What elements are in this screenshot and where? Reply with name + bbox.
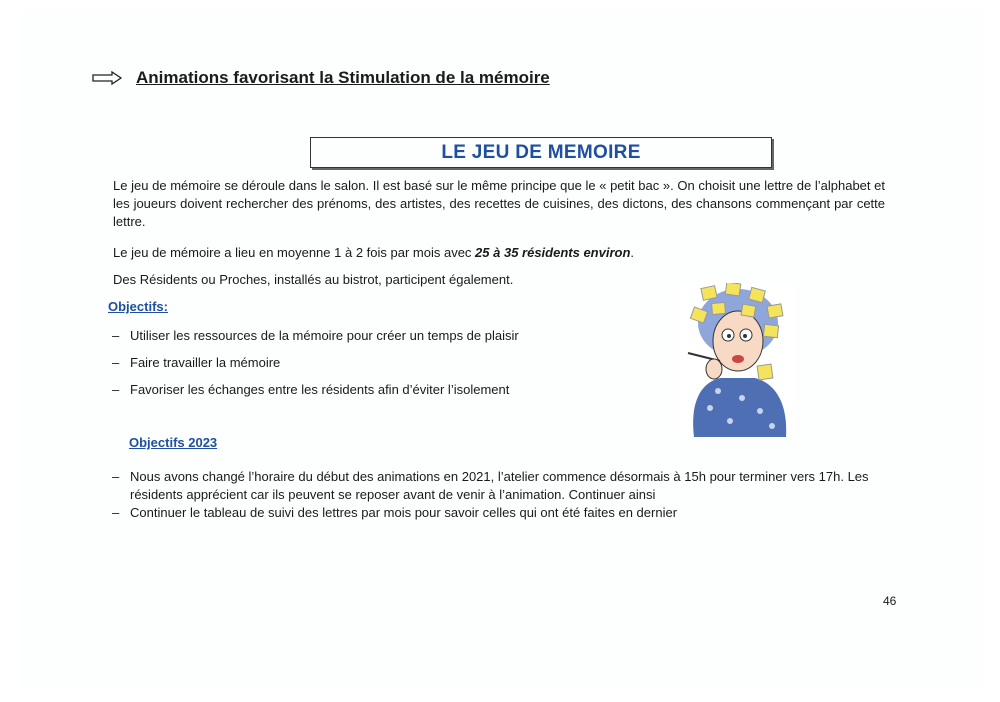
list-item: – Favoriser les échanges entre les résidents afin d’éviter l’isolement (112, 381, 672, 399)
box-title: LE JEU DE MEMOIRE (441, 141, 641, 163)
participants-paragraph: Des Résidents ou Proches, installés au bistrot, participent également. (113, 272, 514, 287)
section-title: Animations favorisant la Stimulation de la mémoire (136, 68, 550, 87)
list-item: – Faire travailler la mémoire (112, 354, 672, 372)
list-item: – Nous avons changé l’horaire du début des animations en 2021, l’atelier commence désormais à 15h pour terminer vers 17h. Les résidents apprécient car ils peuvent se reposer avant de venir à l’animation. Continuer ainsi (112, 468, 892, 504)
frequency-text: Le jeu de mémoire a lieu en moyenne 1 à 2 fois par mois avec (113, 245, 476, 260)
intro-paragraph: Le jeu de mémoire se déroule dans le salon. Il est basé sur le même principe que le « petit bac ». On choisit une lettre de l’alphabet et les joueurs doivent rechercher des prénoms, des artistes, des recettes de cuisines, des dictons, des chansons commençant par cette lettre. (113, 178, 885, 229)
right-arrow-icon (92, 71, 122, 85)
frequency-paragraph (113, 244, 885, 262)
objectifs-2023-list (112, 468, 892, 522)
frequency-emphasis: 25 à 35 résidents environ (475, 245, 631, 260)
title-box (310, 137, 772, 168)
list-item: – Continuer le tableau de suivi des lettres par mois pour savoir celles qui ont été faites en dernier (112, 504, 892, 522)
section-header (92, 68, 550, 88)
page-number: 46 (883, 594, 897, 608)
objectifs-list (112, 327, 672, 408)
objectifs-heading: Objectifs: (108, 299, 168, 314)
frequency-suffix: . (630, 245, 635, 260)
objectifs-2023-heading: Objectifs 2023 (129, 435, 218, 450)
list-item: – Utiliser les ressources de la mémoire pour créer un temps de plaisir (112, 327, 672, 345)
memory-illustration (680, 283, 795, 437)
